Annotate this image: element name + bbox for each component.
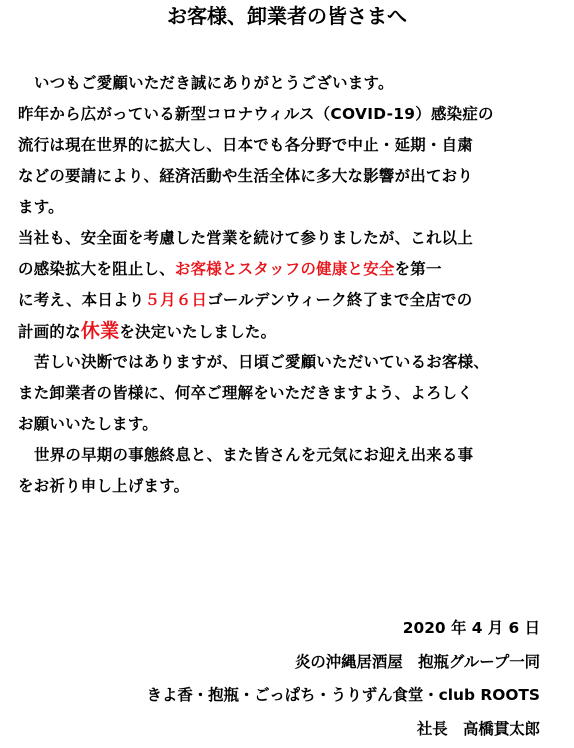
signature-company: 炎の沖縄居酒屋 抱瓶グループ一同 bbox=[294, 652, 540, 671]
notice-title: お客様、卸業者の皆さまへ bbox=[167, 4, 407, 28]
signature-president: 社長 高橋貫太郎 bbox=[416, 719, 540, 738]
paragraph-2-line-1: 当社も、安全面を考慮した営業を続けて参りましたが、これ以上 bbox=[18, 229, 474, 247]
health-safety-highlight: お客様とスタッフの健康と安全 bbox=[174, 260, 395, 278]
paragraph-2-line-3-pre: に考え、本日より bbox=[18, 291, 145, 309]
paragraph-1-line-3: 流行は現在世界的に拡大し、日本でも各分野で中止・延期・自粛 bbox=[18, 136, 474, 154]
paragraph-4-line-1: 世界の早期の事態終息と、また皆さんを元気にお迎え出来る事 bbox=[34, 446, 474, 464]
paragraph-2-line-3 bbox=[18, 285, 568, 316]
signature-date: 2020 年 4 月 6 日 bbox=[402, 619, 540, 637]
paragraph-2-line-4-post: を決定いたしました。 bbox=[119, 323, 277, 341]
signature-stores: きよ香・抱瓶・ごっぱち・うりずん食堂・club ROOTS bbox=[146, 686, 540, 704]
signature-block bbox=[0, 612, 540, 746]
closure-highlight: 休業 bbox=[80, 320, 120, 342]
paragraph-4-line-2: をお祈り申し上げます。 bbox=[18, 477, 190, 495]
paragraph-1-line-5: ます。 bbox=[18, 198, 64, 216]
paragraph-1-line-1: いつもご愛顧いただき誠にありがとうございます。 bbox=[34, 74, 394, 92]
paragraph-1-line-2: 昨年から広がっている新型コロナウィルス（COVID-19）感染症の bbox=[18, 105, 494, 123]
closure-date-highlight: ５月６日 bbox=[144, 291, 208, 309]
paragraph-3-line-3: お願いいたします。 bbox=[18, 415, 158, 433]
paragraph-3-line-2: また卸業者の皆様に、何卒ご理解をいただきますよう、よろしく bbox=[18, 384, 474, 402]
paragraph-1-line-4: などの要請により、経済活動や生活全体に多大な影響が出ており bbox=[18, 167, 474, 185]
paragraph-2-line-2-post: を第一 bbox=[394, 260, 442, 278]
paragraph-2-line-4-pre: 計画的な bbox=[18, 323, 81, 341]
paragraph-2-line-2 bbox=[18, 254, 568, 285]
paragraph-2-line-4 bbox=[18, 316, 568, 347]
notice-body bbox=[18, 68, 568, 502]
paragraph-3-line-1: 苦しい決断ではありますが、日頃ご愛顧いただいているお客様、 bbox=[34, 353, 490, 371]
paragraph-2-line-3-post: ゴールデンウィーク終了まで全店での bbox=[207, 291, 473, 309]
paragraph-2-line-2-pre: の感染拡大を阻止し、 bbox=[18, 260, 175, 278]
